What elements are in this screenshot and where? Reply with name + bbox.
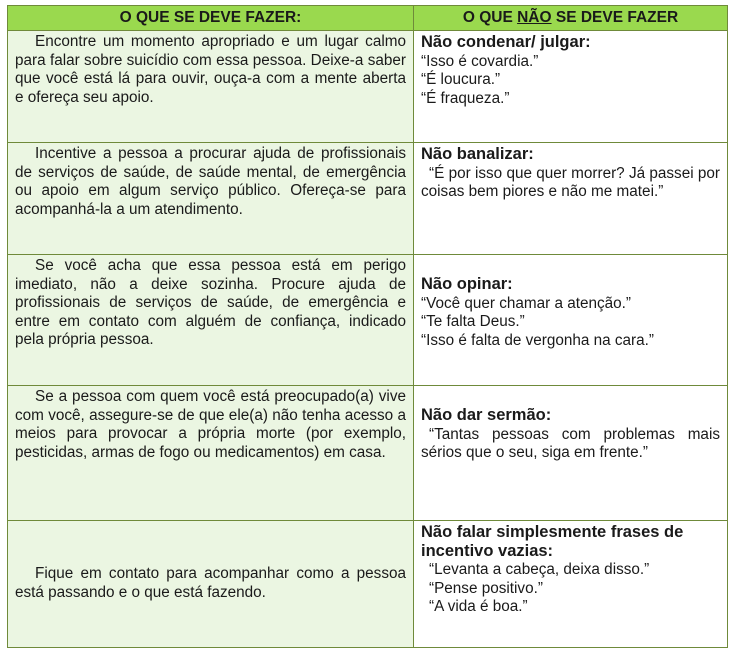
dont-line: “Te falta Deus.” (421, 313, 525, 331)
header-dont-post: SE DEVE FAZER (551, 8, 679, 26)
table-row (8, 386, 728, 521)
dont-line: “Isso é falta de vergonha na cara.” (421, 331, 654, 349)
header-dont (414, 6, 728, 31)
guidance-table (7, 5, 728, 648)
header-do: O QUE SE DEVE FAZER: (8, 6, 414, 31)
dont-title: Não dar sermão: (421, 406, 552, 424)
table-row (8, 143, 728, 255)
dont-title: Não banalizar: (421, 145, 534, 163)
table-row (8, 521, 728, 648)
do-cell (8, 143, 414, 255)
do-text: Incentive a pessoa a procurar ajuda de profissionais de serviços de saúde, de saúde mental, de emergência ou apoio em algum serviço público. Ofereça-se para acompanhá-la a um atendimento. (15, 145, 406, 218)
do-cell (8, 255, 414, 386)
table-header-row (8, 6, 728, 31)
dont-title: Não condenar/ julgar: (421, 33, 591, 51)
header-dont-pre: O QUE (462, 8, 518, 26)
do-cell (8, 386, 414, 521)
dont-line: “Tantas pessoas com problemas mais sérios que o seu, siga em frente.” (421, 425, 720, 462)
do-text: Encontre um momento apropriado e um lugar calmo para falar sobre suicídio com essa pessoa. Deixe-a saber que você está lá para ouvir, ouça-a com a mente aberta e ofereça seu apoio. (15, 33, 406, 106)
do-text: Se a pessoa com quem você está preocupado(a) vive com você, assegure-se de que ele(a) não tenha acesso a meios para provocar a própria morte (por exemplo, pesticidas, armas de fogo ou medicamentos) em casa. (15, 388, 406, 461)
dont-line: “Isso é covardia.” (421, 52, 539, 70)
do-text: Fique em contato para acompanhar como a pessoa está passando e o que está fazendo. (15, 565, 406, 601)
do-cell (8, 521, 414, 648)
dont-line: “Levanta a cabeça, deixa disso.” (429, 561, 650, 579)
dont-cell (414, 143, 728, 255)
header-dont-underlined: NÃO (517, 8, 552, 26)
dont-line: “É loucura.” (421, 71, 501, 89)
do-cell (8, 31, 414, 143)
table-row (8, 255, 728, 386)
table-row (8, 31, 728, 143)
dont-line: “Você quer chamar a atenção.” (421, 294, 632, 312)
dont-title: Não falar simplesmente frases de incentivo vazias: (421, 523, 684, 560)
dont-line: “Pense positivo.” (429, 579, 543, 597)
do-text: Se você acha que essa pessoa está em perigo imediato, não a deixe sozinha. Procure ajuda de profissionais de serviços de saúde, de emergência e entre em contato com alguém de confiança, indicado pela própria pessoa. (15, 257, 406, 349)
dont-cell (414, 386, 728, 521)
dont-line: “É fraqueza.” (421, 89, 510, 107)
page-footer-strip (0, 648, 733, 654)
dont-line: “A vida é boa.” (429, 598, 528, 616)
dont-cell (414, 255, 728, 386)
dont-title: Não opinar: (421, 275, 513, 293)
dont-line: “É por isso que quer morrer? Já passei por coisas bem piores e não me matei.” (421, 164, 720, 201)
dont-cell (414, 521, 728, 648)
dont-cell (414, 31, 728, 143)
